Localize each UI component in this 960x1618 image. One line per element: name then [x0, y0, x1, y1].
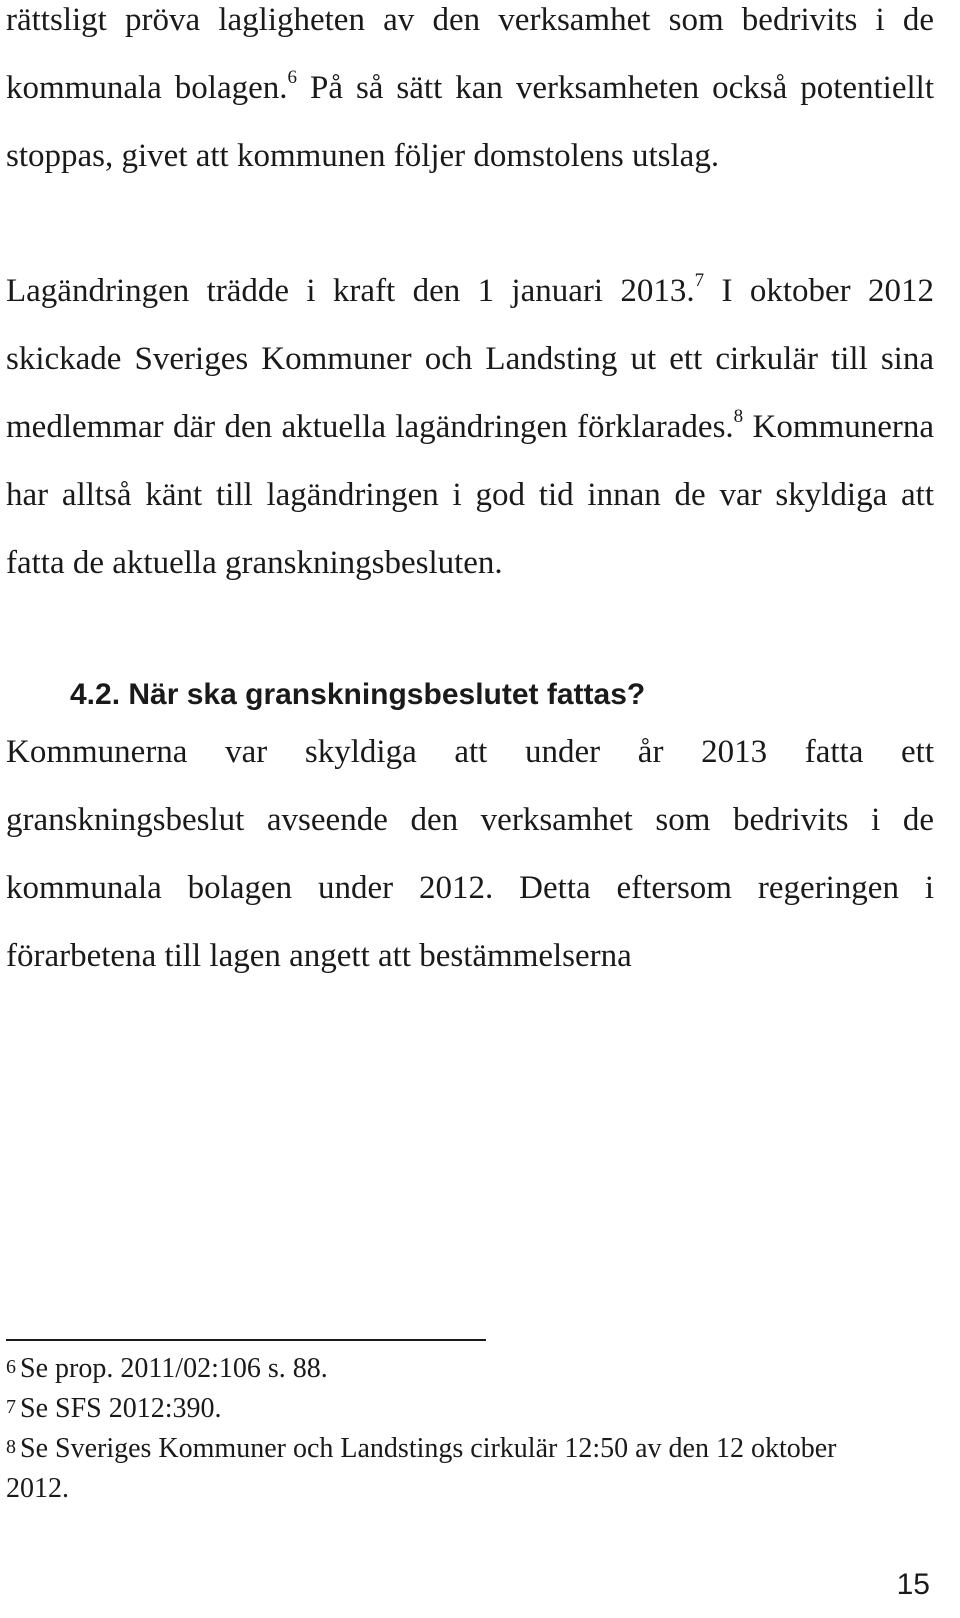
footnote-ref-6: 6 — [287, 67, 297, 88]
footnote-ref-7: 7 — [694, 270, 705, 291]
paragraph-3: Kommunerna var skyldiga att under år 2013 fatta ett granskningsbeslut avseende den verksamhet som bedrivits i de kommunala bolagen under 2012. Detta eftersom regeringen i förarbetena till lagen angett att bestämmelserna — [6, 734, 934, 974]
footnote-text: Se prop. 2011/02:106 s. 88. — [20, 1353, 328, 1384]
paragraph-1-text-b: På så sätt kan verksamheten också potentiellt stoppas, givet att kommunen följer domstolens utslag. — [6, 70, 934, 174]
footnote-8 — [6, 1430, 906, 1508]
page-body — [6, 0, 934, 990]
footnotes — [6, 1350, 906, 1508]
paragraph-2 — [6, 257, 934, 597]
paragraph-2-text-c: Kommunerna har alltså känt till lagändringen i god tid innan de var skyldiga att fatta de aktuella granskningsbesluten. — [6, 409, 935, 581]
page-number: 15 — [896, 1568, 930, 1601]
footnote-divider — [6, 1339, 486, 1341]
footnote-text: Se Sveriges Kommuner och Landstings cirkulär 12:50 av den 12 oktober 2012. — [6, 1433, 837, 1504]
section-heading: 4.2. När ska granskningsbeslutet fattas? — [70, 678, 646, 711]
footnote-text: Se SFS 2012:390. — [20, 1393, 222, 1424]
paragraph-2-text-b: I oktober 2012 skickade Sveriges Kommuner och Landsting ut ett cirkulär till sina medlemmar där den aktuella lagändringen förklarades. — [6, 273, 935, 445]
footnote-6 — [6, 1350, 906, 1390]
footnote-ref-8: 8 — [733, 406, 744, 427]
footnote-number: 7 — [6, 1396, 16, 1418]
paragraph-2-text-a: Lagändringen trädde i kraft den 1 januari 2013. — [6, 273, 695, 309]
paragraph-1 — [6, 0, 934, 190]
footnote-7 — [6, 1390, 906, 1430]
footnote-number: 6 — [6, 1356, 16, 1378]
paragraph-1-text-a: rättsligt pröva lagligheten av den verksamhet som bedrivits i de kommunala bolagen. — [6, 2, 934, 106]
footnote-number: 8 — [6, 1436, 16, 1458]
